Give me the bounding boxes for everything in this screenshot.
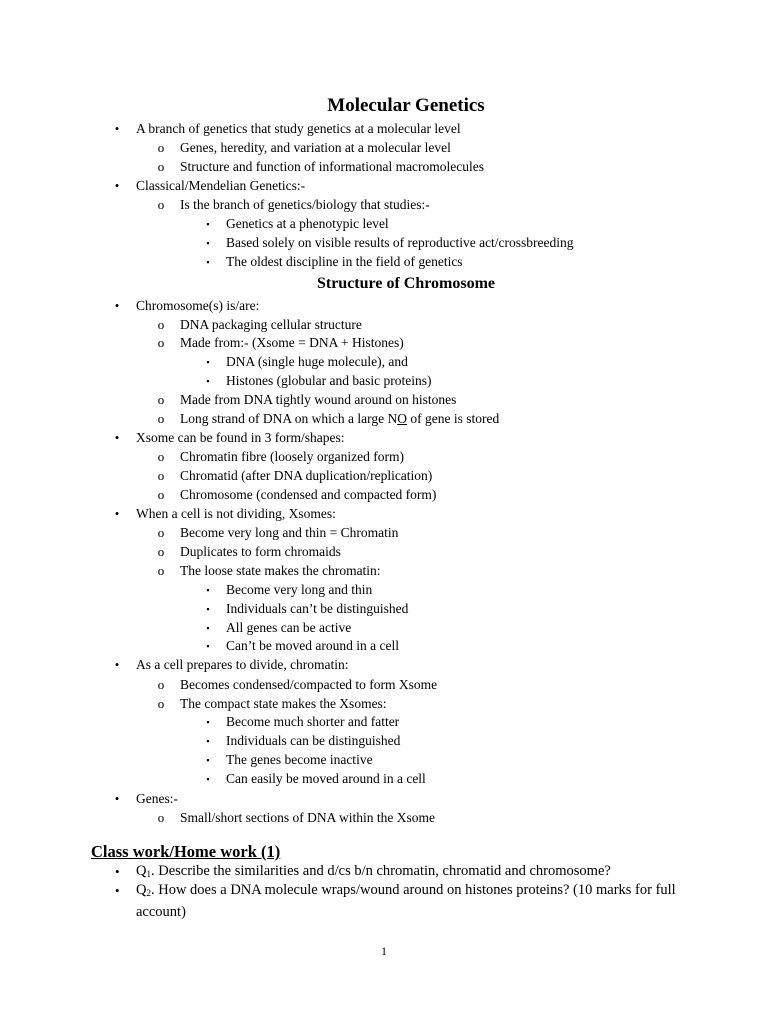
list-item-text: Individuals can be distinguished <box>226 733 401 748</box>
bullet-marker: ▪ <box>206 376 210 386</box>
bullet-marker: ▪ <box>206 257 210 267</box>
bullet-marker: o <box>157 140 165 155</box>
list-item <box>157 159 485 175</box>
bullet-marker: • <box>114 178 120 193</box>
bullet-marker: o <box>157 449 165 464</box>
list-item-text: Histones (globular and basic proteins) <box>226 373 432 388</box>
list-item <box>157 487 437 503</box>
list-item-text: Made from DNA tightly wound around on histones <box>180 392 457 407</box>
list-item-text: The genes become inactive <box>226 752 373 767</box>
list-item-text: Classical/Mendelian Genetics:- <box>136 178 306 193</box>
list-item <box>157 197 430 213</box>
bullet-marker: o <box>157 487 165 502</box>
list-item-text: Can easily be moved around in a cell <box>226 771 426 786</box>
list-item-text: Chromatin fibre (loosely organized form) <box>180 449 404 464</box>
homework-heading: Class work/Home work (1) <box>91 842 281 861</box>
bullet-marker: • <box>114 791 120 806</box>
list-item <box>206 373 432 389</box>
list-item-text: All genes can be active <box>226 620 352 635</box>
question-label: Q <box>136 863 147 879</box>
list-item <box>157 563 381 579</box>
question-number: 2 <box>146 888 151 898</box>
list-item-text: As a cell prepares to divide, chromatin: <box>136 657 349 672</box>
bullet-marker: • <box>115 864 120 879</box>
list-item <box>206 771 426 787</box>
list-item-text: The oldest discipline in the field of genetics <box>226 254 463 269</box>
list-item <box>206 601 409 617</box>
list-item-text: The compact state makes the Xsomes: <box>180 696 387 711</box>
bullet-marker: • <box>114 657 120 672</box>
list-item-text: Made from:- (Xsome = DNA + Histones) <box>180 335 404 350</box>
list-item <box>157 525 399 541</box>
bullet-marker: ▪ <box>206 736 210 746</box>
list-item-text: Can’t be moved around in a cell <box>226 638 399 653</box>
bullet-marker: o <box>157 677 165 692</box>
page-number: 1 <box>381 944 387 958</box>
list-item <box>114 178 306 194</box>
list-item-text: When a cell is not dividing, Xsomes: <box>136 506 336 521</box>
page-title: Molecular Genetics <box>327 95 485 116</box>
list-item-text: Become much shorter and fatter <box>226 714 400 729</box>
question-number: 1 <box>146 869 151 879</box>
bullet-marker: o <box>157 392 165 407</box>
list-item-text: Genes, heredity, and variation at a molecular level <box>180 140 451 155</box>
bullet-marker: ▪ <box>206 585 210 595</box>
list-item-text: Become very long and thin <box>226 582 373 597</box>
list-item-text: Small/short sections of DNA within the Xsome <box>180 810 435 825</box>
bullet-marker: o <box>157 810 165 825</box>
list-item-text: DNA packaging cellular structure <box>180 317 362 332</box>
list-item <box>206 354 408 370</box>
list-item <box>206 235 574 251</box>
bullet-marker: ▪ <box>206 604 210 614</box>
list-item <box>157 317 362 333</box>
list-item-text: Xsome can be found in 3 form/shapes: <box>136 430 345 445</box>
list-item <box>157 468 433 484</box>
homework-question-2 <box>115 881 676 922</box>
list-item <box>157 677 438 693</box>
list-item <box>157 544 341 560</box>
list-item <box>157 696 387 712</box>
list-item-text: Is the branch of genetics/biology that studies:- <box>180 197 430 212</box>
list-item <box>114 657 349 673</box>
list-item-text: A branch of genetics that study genetics at a molecular level <box>136 121 461 136</box>
bullet-marker: ▪ <box>206 755 210 765</box>
list-item <box>157 449 404 465</box>
bullet-marker: o <box>157 563 165 578</box>
list-item <box>157 335 404 351</box>
list-item <box>206 733 401 749</box>
list-item-text: Becomes condensed/compacted to form Xsome <box>180 677 438 692</box>
underlined-text: O <box>397 411 407 426</box>
list-item-text: Genes:- <box>136 791 178 806</box>
list-item <box>157 411 500 427</box>
list-item <box>114 121 461 137</box>
list-item-text: Become very long and thin = Chromatin <box>180 525 399 540</box>
list-item <box>206 714 400 730</box>
list-item-text: Genetics at a phenotypic level <box>226 216 389 231</box>
bullet-marker: • <box>114 430 120 445</box>
bullet-marker: o <box>157 525 165 540</box>
bullet-marker: o <box>157 696 165 711</box>
bullet-marker: ▪ <box>206 357 210 367</box>
bullet-marker: ▪ <box>206 623 210 633</box>
list-item <box>114 430 345 446</box>
list-item <box>157 810 435 826</box>
bullet-marker: o <box>157 197 165 212</box>
list-item <box>157 392 457 408</box>
list-item-text: The loose state makes the chromatin: <box>180 563 381 578</box>
list-item-text: Based solely on visible results of reproductive act/crossbreeding <box>226 235 574 250</box>
list-item <box>114 298 260 314</box>
list-item <box>157 140 451 156</box>
question-label: Q <box>136 882 147 898</box>
bullet-marker: o <box>157 159 165 174</box>
bullet-marker: ▪ <box>206 717 210 727</box>
list-item-text: Chromosome(s) is/are: <box>136 298 260 313</box>
bullet-marker: ▪ <box>206 219 210 229</box>
section-heading: Structure of Chromosome <box>316 275 496 292</box>
list-item <box>206 752 373 768</box>
list-item <box>206 638 399 654</box>
list-item-text: Individuals can’t be distinguished <box>226 601 409 616</box>
bullet-marker: o <box>157 317 165 332</box>
bullet-marker: ▪ <box>206 774 210 784</box>
list-item-text: Chromosome (condensed and compacted form) <box>180 487 437 502</box>
list-item <box>114 791 178 807</box>
list-item-text: DNA (single huge molecule), and <box>226 354 408 369</box>
bullet-marker: o <box>157 544 165 559</box>
bullet-marker: • <box>115 883 120 898</box>
list-item-text: Duplicates to form chromaids <box>180 544 341 559</box>
list-item <box>206 620 352 636</box>
bullet-marker: • <box>114 298 120 313</box>
bullet-marker: ▪ <box>206 641 210 651</box>
question-text: . How does a DNA molecule wraps/wound around on histones proteins? (10 marks for full account) <box>136 882 676 920</box>
list-item-text: Chromatid (after DNA duplication/replication) <box>180 468 433 483</box>
bullet-marker: • <box>114 121 120 136</box>
list-item <box>114 506 336 522</box>
list-item-text: of gene is stored <box>406 411 500 426</box>
list-item <box>206 216 389 232</box>
bullet-marker: • <box>114 506 120 521</box>
list-item-text: Long strand of DNA on which a large N <box>180 411 398 426</box>
bullet-marker: o <box>157 335 165 350</box>
bullet-marker: o <box>157 468 165 483</box>
list-item <box>206 254 463 270</box>
bullet-marker: o <box>157 411 165 426</box>
question-text: . Describe the similarities and d/cs b/n chromatin, chromatid and chromosome? <box>150 863 611 879</box>
list-item <box>206 582 373 598</box>
list-item-text: Structure and function of informational macromolecules <box>180 159 485 174</box>
bullet-marker: ▪ <box>206 238 210 248</box>
